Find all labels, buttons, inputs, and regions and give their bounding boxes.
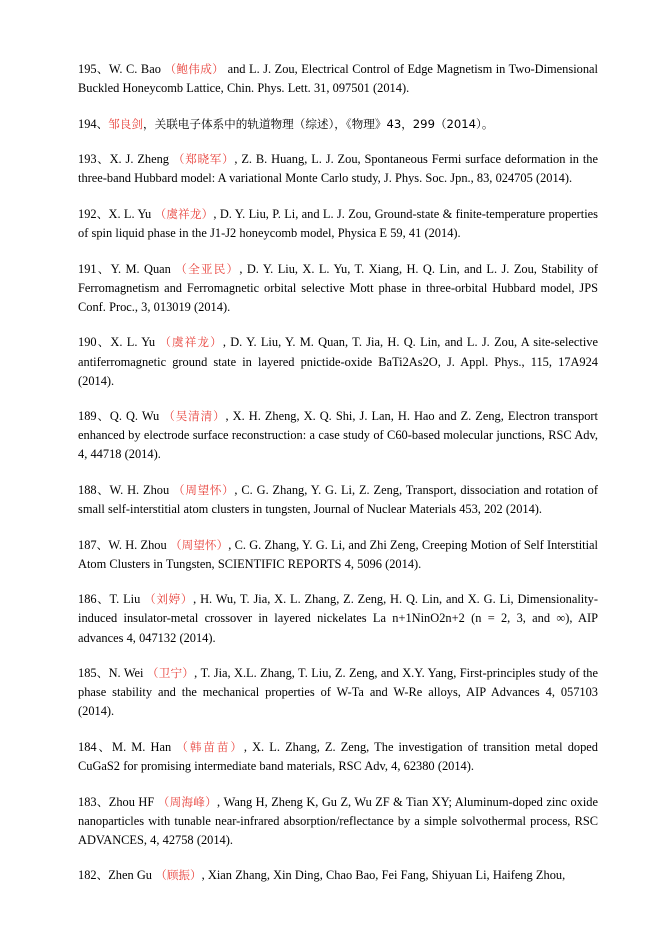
entry-separator: 、 xyxy=(96,739,113,754)
author-name-chinese: （周望怀） xyxy=(173,483,235,497)
publication-entry xyxy=(78,664,598,721)
entry-citation: , Xian Zhang, Xin Ding, Chao Bao, Fei Fang, Shiyuan Li, Haifeng Zhou, xyxy=(201,868,566,883)
entry-separator: 、 xyxy=(96,335,111,350)
publication-entry xyxy=(78,793,598,850)
publication-entry xyxy=(78,115,598,134)
entry-number: 183 xyxy=(78,794,97,809)
entry-lead-author: Q. Q. Wu xyxy=(109,409,160,424)
entry-citation: , D. Y. Liu, Y. M. Quan, T. Jia, H. Q. Lin, and L. J. Zou, A site-selective antiferromagnetic ground state in layered pnictide-oxide BaTi2As2O, J. Appl. Phys., 115, 17A924 (2014). xyxy=(78,335,598,388)
entry-lead-author: N. Wei xyxy=(108,666,144,681)
entry-lead-author: X. L. Yu xyxy=(108,206,152,221)
entry-separator: 、 xyxy=(96,206,109,221)
entry-number: 195 xyxy=(78,62,97,76)
entry-citation: , C. G. Zhang, Y. G. Li, Z. Zeng, Transport, dissociation and rotation of small self-interstitial atom clusters in tungsten, Journal of Nuclear Materials 453, 202 (2014). xyxy=(78,483,598,517)
publication-entry xyxy=(78,738,598,776)
entry-number: 190 xyxy=(78,335,97,350)
entry-number: 186 xyxy=(78,592,97,607)
entry-separator: 、 xyxy=(96,261,111,276)
entry-separator: 、 xyxy=(96,483,110,497)
entry-separator: 、 xyxy=(96,116,109,131)
author-name-chinese: （郑晓军） xyxy=(172,152,235,167)
entry-separator: 、 xyxy=(96,592,110,607)
entry-lead-author: X. J. Zheng xyxy=(109,152,169,167)
author-name-chinese: （韩苗苗） xyxy=(176,739,244,754)
publication-entry xyxy=(78,866,598,885)
publication-entry xyxy=(78,260,598,317)
entry-separator: 、 xyxy=(96,409,110,424)
publication-list xyxy=(78,60,598,886)
entry-number: 191 xyxy=(78,261,97,276)
entry-lead-author: W. H. Zhou xyxy=(108,537,167,552)
publication-entry xyxy=(78,536,598,574)
entry-number: 189 xyxy=(78,409,97,424)
entry-citation: , D. Y. Liu, X. L. Yu, T. Xiang, H. Q. Lin, and L. J. Zou, Stability of Ferromagnetism and Ferromagnetic orbital selective Mott phase in three-orbital Hubbard model, JPS Conf. Proc., 3, 013019 (2014). xyxy=(78,261,599,314)
author-name-chinese: （虞祥龙） xyxy=(159,335,223,350)
author-name-chinese: （周望怀） xyxy=(169,537,229,552)
entry-number: 182 xyxy=(78,868,97,883)
author-name-chinese: 邹良剑 xyxy=(108,116,143,131)
author-name-chinese: （刘婷） xyxy=(144,592,194,607)
publication-entry xyxy=(78,407,598,464)
publication-entry xyxy=(78,60,598,98)
author-name-chinese: （顾振） xyxy=(155,868,202,883)
entry-number: 185 xyxy=(78,666,97,681)
entry-separator: 、 xyxy=(96,868,109,883)
entry-citation: , H. Wu, T. Jia, X. L. Zhang, Z. Zeng, H. Q. Lin, and X. G. Li, Dimensionality-induced insulator-metal crossover in layered nickelates La n+1NinO2n+2 (n = 2, 3, and ∞), AIP advances 4, 047132 (2014). xyxy=(78,592,598,645)
author-name-chinese: （虞祥龙） xyxy=(154,206,214,221)
publication-entry xyxy=(78,481,598,519)
entry-lead-author: W. H. Zhou xyxy=(109,483,170,497)
publication-entry xyxy=(78,150,598,188)
publication-entry xyxy=(78,205,598,243)
entry-citation: , Z. B. Huang, L. J. Zou, Spontaneous Fermi surface deformation in the three-band Hubbard model: A variational Monte Carlo study, J. Phys. Soc. Jpn., 83, 024705 (2014). xyxy=(78,152,598,186)
entry-number: 184 xyxy=(78,739,97,754)
entry-separator: 、 xyxy=(96,62,109,76)
author-name-chinese: （周海峰） xyxy=(157,794,218,809)
entry-separator: 、 xyxy=(96,666,109,681)
entry-citation: ，关联电子体系中的轨道物理（综述），《物理》43，299（2014）。 xyxy=(143,116,494,131)
author-name-chinese: （吴清清） xyxy=(163,409,226,424)
entry-number: 187 xyxy=(78,537,97,552)
entry-citation: and L. J. Zou, Electrical Control of Edge Magnetism in Two-Dimensional Buckled Honeycomb Lattice, Chin. Phys. Lett. 31, 097501 (2014). xyxy=(78,62,598,96)
entry-citation: , X. L. Zhang, Z. Zeng, The investigation of transition metal doped CuGaS2 for promising intermediate band materials, RSC Adv, 4, 62380 (2014). xyxy=(78,739,598,774)
entry-lead-author: Y. M. Quan xyxy=(110,261,171,276)
entry-citation: , Wang H, Zheng K, Gu Z, Wu ZF & Tian XY; Aluminum-doped zinc oxide nanoparticles with tunable near-infrared absorption/reflectance by a simple solvothermal process, RSC ADVANCES, 4, 42758 (2014). xyxy=(78,794,598,847)
entry-number: 194 xyxy=(78,116,97,131)
entry-number: 188 xyxy=(78,483,97,497)
entry-citation: , X. H. Zheng, X. Q. Shi, J. Lan, H. Hao and Z. Zeng, Electron transport enhanced by electrode surface reconstruction: a case study of C60-based molecular junctions, RSC Adv, 4, 44718 (2014). xyxy=(78,409,598,462)
author-name-chinese: （全亚民） xyxy=(175,261,240,276)
entry-citation: , D. Y. Liu, P. Li, and L. J. Zou, Ground-state & finite-temperature properties of spin liquid phase in the J1-J2 honeycomb model, Physica E 59, 41 (2014). xyxy=(78,206,598,241)
entry-citation: , T. Jia, X.L. Zhang, T. Liu, Z. Zeng, and X.Y. Yang, First-principles study of the phase stability and the mechanical properties of W-Ta and W-Re alloys, AIP Advances 4, 057103 (2014). xyxy=(78,666,598,719)
entry-separator: 、 xyxy=(96,794,109,809)
entry-lead-author: X. L. Yu xyxy=(110,335,156,350)
entry-lead-author: Zhen Gu xyxy=(108,868,153,883)
publication-entry xyxy=(78,590,598,647)
entry-lead-author: W. C. Bao xyxy=(108,62,161,76)
entry-number: 193 xyxy=(78,152,97,167)
entry-separator: 、 xyxy=(96,537,109,552)
entry-lead-author: Zhou HF xyxy=(108,794,155,809)
author-name-chinese: （卫宁） xyxy=(146,666,195,681)
entry-lead-author: M. M. Han xyxy=(112,739,172,754)
entry-citation: , C. G. Zhang, Y. G. Li, and Zhi Zeng, Creeping Motion of Self Interstitial Atom Clusters in Tungsten, SCIENTIFIC REPORTS 4, 5096 (2014). xyxy=(78,537,598,571)
entry-separator: 、 xyxy=(96,152,110,167)
entry-lead-author: T. Liu xyxy=(109,592,141,607)
entry-number: 192 xyxy=(78,206,97,221)
author-name-chinese: （鲍伟成） xyxy=(164,62,225,76)
publication-entry xyxy=(78,333,598,390)
